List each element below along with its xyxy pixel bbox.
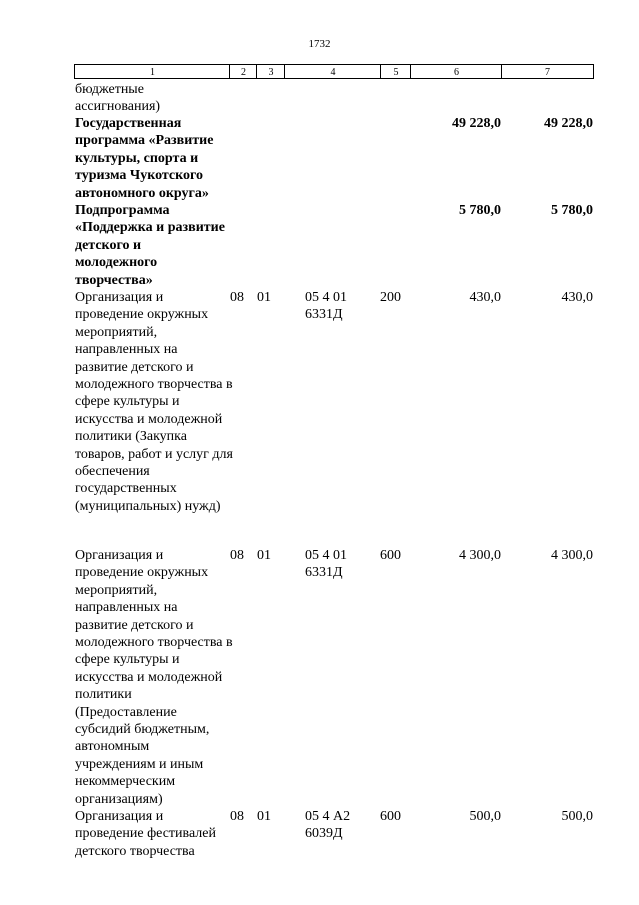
row-expense-type: 600	[380, 809, 401, 824]
row-target-code: 05 4 01 6331Д	[305, 290, 347, 323]
row-name: Подпрограмма «Поддержка и развитие детского и молодежного творчества»	[75, 203, 225, 288]
row-value-col7: 5 780,0	[551, 203, 593, 218]
row-section: 08	[230, 290, 244, 305]
row-value-col6: 500,0	[469, 809, 501, 824]
table-row	[74, 115, 597, 202]
row-target-code: 05 4 01 6331Д	[305, 548, 347, 581]
row-section: 08	[230, 548, 244, 563]
row-name: бюджетные ассигнования)	[75, 82, 161, 115]
row-value-col7: 430,0	[561, 290, 593, 305]
table-row	[74, 547, 597, 808]
row-name: Организация и проведение фестивалей детского творчества	[75, 809, 216, 859]
row-value-col7: 500,0	[561, 809, 593, 824]
row-value-col6: 5 780,0	[459, 203, 501, 218]
table-row	[74, 202, 597, 289]
row-subsection: 01	[257, 290, 271, 305]
row-subsection: 01	[257, 809, 271, 824]
table-row	[74, 289, 597, 547]
row-value-col6: 4 300,0	[459, 548, 501, 563]
row-section: 08	[230, 809, 244, 824]
row-target-code: 05 4 А2 6039Д	[305, 809, 351, 842]
row-value-col6: 49 228,0	[452, 116, 501, 131]
row-value-col7: 49 228,0	[544, 116, 593, 131]
table-row	[74, 81, 597, 115]
row-name: Организация и проведение окружных мероприятий, направленных на развитие детского и молодежного творчества в сфере культуры и искусства и молодежной политики (Закупка товаров, работ и услуг для обеспечения государственных (муниципальных) нужд)	[75, 290, 233, 514]
row-name: Государственная программа «Развитие культуры, спорта и туризма Чукотского автономного округа»	[75, 116, 214, 201]
header-col-2: 2	[229, 64, 257, 79]
header-col-6: 6	[410, 64, 502, 79]
row-expense-type: 200	[380, 290, 401, 305]
header-col-7: 7	[501, 64, 594, 79]
row-name: Организация и проведение окружных мероприятий, направленных на развитие детского и молодежного творчества в сфере культуры и искусства и молодежной политики (Предоставление субсидий бюджетным, автономным учреждениям и иным некоммерческим организациям)	[75, 548, 233, 807]
row-value-col6: 430,0	[469, 290, 501, 305]
page-number: 1732	[308, 38, 331, 50]
header-col-1: 1	[74, 64, 230, 79]
table-body	[74, 81, 597, 868]
header-col-3: 3	[256, 64, 285, 79]
row-subsection: 01	[257, 548, 271, 563]
header-col-5: 5	[380, 64, 411, 79]
row-expense-type: 600	[380, 548, 401, 563]
header-col-4: 4	[284, 64, 381, 79]
table-row	[74, 808, 597, 868]
row-value-col7: 4 300,0	[551, 548, 593, 563]
